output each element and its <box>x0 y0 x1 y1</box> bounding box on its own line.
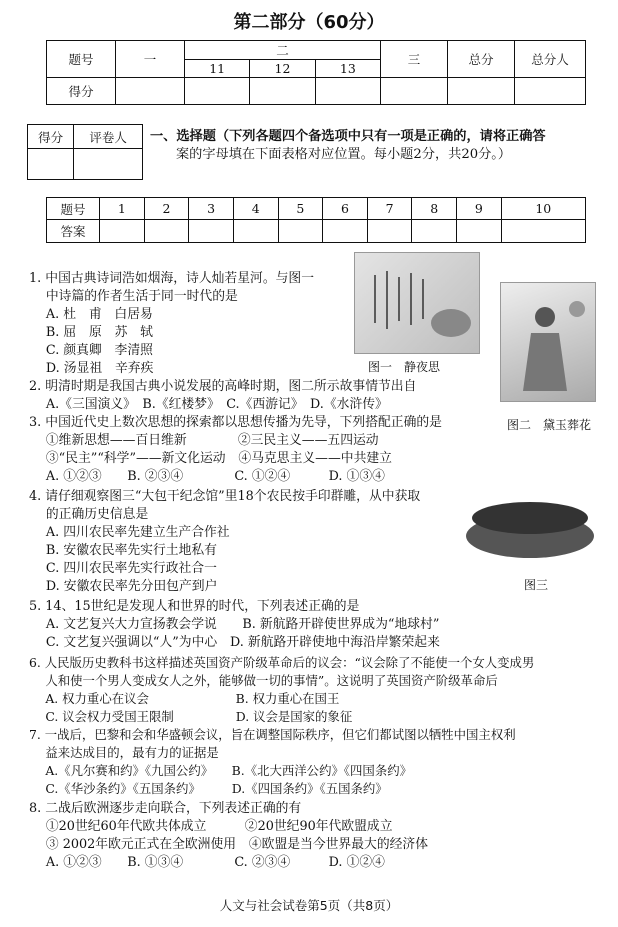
score-table-header-total: 总分 <box>448 41 515 78</box>
figure-illustration-icon <box>501 283 595 401</box>
answer-cell[interactable] <box>100 220 145 243</box>
option-line[interactable]: A.《三国演义》 B.《红楼梦》 C.《西游记》 D.《水浒传》 <box>29 397 388 412</box>
figure-3-caption: 图三 <box>524 578 549 592</box>
score-table-row-label: 得分 <box>47 78 116 105</box>
calligraphy-icon <box>355 253 479 353</box>
score-table-header-part1: 一 <box>116 41 185 78</box>
question-line: 中诗篇的作者生活于同一时代的是 <box>29 289 238 304</box>
question-3 <box>29 414 442 486</box>
answer-num: 3 <box>189 198 234 220</box>
figure-1-calligraphy-image <box>354 252 480 354</box>
figure-3-sculpture-image <box>464 488 596 560</box>
question-4 <box>29 488 420 596</box>
score-cell[interactable] <box>116 78 185 105</box>
score-cell[interactable] <box>315 78 380 105</box>
answer-cell[interactable] <box>501 220 585 243</box>
question-line: 4. 请仔细观察图三“大包干纪念馆”里18个农民按手印群雕，从中获取 <box>29 489 421 504</box>
grader-score-cell[interactable] <box>28 149 74 180</box>
question-7 <box>29 726 516 798</box>
answer-cell[interactable] <box>233 220 278 243</box>
score-cell[interactable] <box>250 78 315 105</box>
option-line[interactable]: A.《凡尔赛和约》《九国公约》 B.《北大西洋公约》《四国条约》 <box>29 763 412 778</box>
question-1 <box>29 270 314 378</box>
answer-cell[interactable] <box>457 220 502 243</box>
score-cell[interactable] <box>381 78 448 105</box>
page-footer: 人文与社会试卷第5页（共8页） <box>219 898 399 913</box>
question-line: 益来达成目的，最有力的证据是 <box>29 745 219 760</box>
question-line: 人和使一个男人变成女人之外，能够做一切的事情”。这说明了英国资产阶级革命后 <box>29 673 498 688</box>
grader-score-label: 得分 <box>28 125 74 149</box>
answer-num: 9 <box>457 198 502 220</box>
option-line[interactable]: A. 四川农民率先建立生产合作社 <box>29 525 230 540</box>
answer-num: 6 <box>323 198 368 220</box>
score-table-sub-11: 11 <box>185 60 250 78</box>
option-line[interactable]: B. 安徽农民率先实行土地私有 <box>29 543 217 558</box>
answer-table <box>46 197 586 243</box>
answer-num: 1 <box>100 198 145 220</box>
answer-num: 5 <box>278 198 323 220</box>
score-table-sub-13: 13 <box>315 60 380 78</box>
option-line[interactable]: C.《华沙条约》《五国条约》 D.《四国条约》《五国条约》 <box>29 781 388 796</box>
question-line: 1. 中国古典诗词浩如烟海，诗人灿若星河。与图一 <box>29 271 315 286</box>
answer-num: 8 <box>412 198 457 220</box>
score-table <box>46 40 586 105</box>
option-line: ③“民主”“科学”——新文化运动 ④马克思主义——中共建立 <box>29 451 392 466</box>
question-line: 7. 一战后，巴黎和会和华盛顿会议，旨在调整国际秩序，但它们都试图以牺牲中国主权利 <box>29 727 516 742</box>
option-line[interactable]: C. 文艺复兴强调以“人”为中心 D. 新航路开辟使地中海沿岸繁荣起来 <box>29 635 440 650</box>
option-line[interactable]: D. 汤显祖 辛弃疾 <box>29 361 154 376</box>
question-line: 5. 14、15世纪是发现人和世界的时代，下列表述正确的是 <box>29 599 360 614</box>
option-line[interactable]: B. 屈 原 苏 轼 <box>29 325 153 340</box>
score-table-header-part2: 二 <box>185 41 381 60</box>
answer-table-ans-label: 答案 <box>47 220 100 243</box>
section-instruction <box>150 128 546 164</box>
instruction-line: 一、选择题（下列各题四个备选项中只有一项是正确的，请将正确答 <box>150 129 546 144</box>
question-6 <box>29 654 534 726</box>
answer-num: 10 <box>501 198 585 220</box>
score-table-header-num: 题号 <box>47 41 116 78</box>
answer-cell[interactable] <box>367 220 412 243</box>
grader-person-label: 评卷人 <box>74 125 143 149</box>
option-line[interactable]: C. 颜真卿 李清照 <box>29 343 153 358</box>
option-line[interactable]: A. ①②③ B. ①③④ C. ②③④ D. ①②④ <box>29 855 385 870</box>
sculpture-icon <box>464 488 596 560</box>
question-line: 的正确历史信息是 <box>29 507 149 522</box>
question-5 <box>29 598 440 652</box>
answer-num: 4 <box>233 198 278 220</box>
question-line: 3. 中国近代史上数次思想的探索都以思想传播为先导，下列搭配正确的是 <box>29 415 442 430</box>
answer-cell[interactable] <box>323 220 368 243</box>
grader-box <box>27 124 143 180</box>
figure-1-caption: 图一 静夜思 <box>368 360 441 374</box>
question-line: 8. 二战后欧洲逐步走向联合，下列表述正确的有 <box>29 801 302 816</box>
answer-table-num-label: 题号 <box>47 198 100 220</box>
figure-2-caption: 图二 黛玉葬花 <box>507 418 592 432</box>
answer-cell[interactable] <box>189 220 234 243</box>
score-table-header-scorer: 总分人 <box>515 41 586 78</box>
answer-cell[interactable] <box>144 220 189 243</box>
option-line[interactable]: A. 杜 甫 白居易 <box>29 307 153 322</box>
option-line: ①维新思想——百日维新 ②三民主义——五四运动 <box>29 433 379 448</box>
score-cell[interactable] <box>185 78 250 105</box>
option-line[interactable]: D. 安徽农民率先分田包产到户 <box>29 579 218 594</box>
question-line: 2. 明清时期是我国古典小说发展的高峰时期，图二所示故事情节出自 <box>29 379 417 394</box>
score-cell[interactable] <box>515 78 586 105</box>
score-table-header-part3: 三 <box>381 41 448 78</box>
question-line: 6. 人民版历史教科书这样描述英国资产阶级革命后的议会：“议会除了不能使一个女人变成男 <box>29 655 535 670</box>
answer-num: 2 <box>144 198 189 220</box>
section-title: 第二部分（60分） <box>233 12 385 33</box>
option-line: ①20世纪60年代欧共体成立 ②20世纪90年代欧盟成立 <box>29 819 393 834</box>
option-line: ③ 2002年欧元正式在全欧洲使用 ④欧盟是当今世界最大的经济体 <box>29 837 429 852</box>
score-cell[interactable] <box>448 78 515 105</box>
option-line[interactable]: C. 四川农民率先实行政社合一 <box>29 561 217 576</box>
option-line[interactable]: C. 议会权力受国王限制 D. 议会是国家的象征 <box>29 709 353 724</box>
grader-person-cell[interactable] <box>74 149 143 180</box>
figure-2-illustration-image <box>500 282 596 402</box>
option-line[interactable]: A. 权力重心在议会 B. 权力重心在国王 <box>29 691 340 706</box>
instruction-line: 案的字母填在下面表格对应位置。每小题2分，共20分。） <box>176 147 512 162</box>
answer-cell[interactable] <box>412 220 457 243</box>
option-line[interactable]: A. ①②③ B. ②③④ C. ①②④ D. ①③④ <box>29 469 385 484</box>
question-8 <box>29 800 428 872</box>
score-table-sub-12: 12 <box>250 60 315 78</box>
question-2 <box>29 378 416 414</box>
answer-num: 7 <box>367 198 412 220</box>
answer-cell[interactable] <box>278 220 323 243</box>
option-line[interactable]: A. 文艺复兴大力宣扬教会学说 B. 新航路开辟使世界成为“地球村” <box>29 617 440 632</box>
